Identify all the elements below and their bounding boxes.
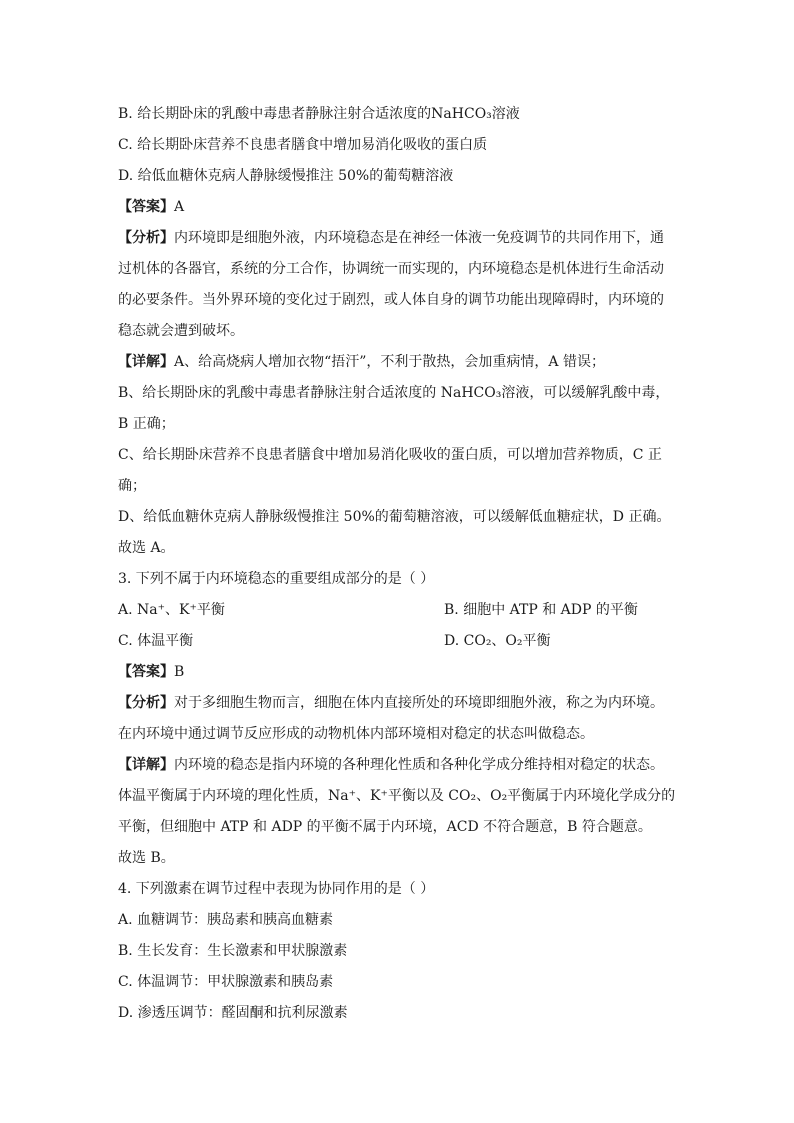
answer-tag: 【答案】 [118, 199, 174, 215]
q2-detail-line-3: B 正确； [118, 416, 175, 432]
q3-options-row-1 [118, 595, 678, 626]
q3-answer [118, 657, 678, 688]
q2-detail-line-2: B、给长期卧床的乳酸中毒患者静脉注射合适浓度的 NaHCO₃溶液，可以缓解乳酸中毒， [118, 385, 670, 401]
q2-detail-line-4: C、给长期卧床营养不良患者膳食中增加易消化吸收的蛋白质，可以增加营养物质，C 正 [118, 447, 662, 463]
q2-detail-line-6: D、给低血糖休克病人静脉级慢推注 50%的葡萄糖溶液，可以缓解低血糖症状，D 正确。 [118, 509, 671, 525]
detail-tag: 【详解】 [118, 757, 174, 773]
detail-tag: 【详解】 [118, 354, 174, 370]
q3-conclusion: 故选 B。 [118, 850, 175, 866]
q3-detail-line-2: 体温平衡属于内环境的理化性质，Na⁺、K⁺平衡以及 CO₂、O₂平衡属于内环境化学成分的 [118, 788, 676, 804]
q2-option-b: B. 给长期卧床的乳酸中毒患者静脉注射合适浓度的NaHCO₃溶液 [118, 106, 520, 122]
q4-option-d: D. 渗透压调节：醛固酮和抗利尿激素 [118, 1005, 348, 1021]
answer-tag: 【答案】 [118, 664, 174, 680]
q2-option-d: D. 给低血糖休克病人静脉缓慢推注 50%的葡萄糖溶液 [118, 168, 454, 184]
q2-analysis-line-2: 过机体的各器官，系统的分工合作，协调统一而实现的，内环境稳态是机体进行生命活动 [118, 261, 664, 277]
q4-option-b: B. 生长发育：生长激素和甲状腺激素 [118, 943, 348, 959]
q3-detail-line-3: 平衡，但细胞中 ATP 和 ADP 的平衡不属于内环境，ACD 不符合题意，B 符合题意。 [118, 819, 652, 835]
q3-options-row-2 [118, 626, 678, 657]
answer-value: A [174, 199, 185, 215]
q2-conclusion: 故选 A。 [118, 540, 175, 556]
detail-text: 内环境的稳态是指内环境的各种理化性质和各种化学成分维持相对稳定的状态。 [174, 757, 664, 773]
q3-option-c: C. 体温平衡 [118, 633, 194, 649]
q3-analysis-line-2: 在内环境中通过调节反应形成的动物机体内部环境相对稳定的状态叫做稳态。 [118, 726, 594, 742]
analysis-text: 对于多细胞生物而言，细胞在体内直接所处的环境即细胞外液，称之为内环境。 [174, 695, 664, 711]
q4-option-c: C. 体温调节：甲状腺激素和胰岛素 [118, 974, 334, 990]
q3-option-a: A. Na⁺、K⁺平衡 [118, 602, 225, 618]
q3-analysis-line-1 [118, 688, 678, 719]
q2-analysis-line-3: 的必要条件。当外界环境的变化过于剧烈，或人体自身的调节功能出现障碍时，内环境的 [118, 292, 664, 308]
q2-analysis-line-1 [118, 223, 678, 254]
analysis-tag: 【分析】 [118, 695, 174, 711]
q2-detail-line-5: 确； [118, 478, 146, 494]
q4-option-a: A. 血糖调节：胰岛素和胰高血糖素 [118, 912, 334, 928]
q4-stem: 4. 下列激素在调节过程中表现为协同作用的是（ ） [118, 881, 435, 897]
q2-analysis-line-4: 稳态就会遭到破坏。 [118, 323, 244, 339]
q3-detail-line-1 [118, 750, 678, 781]
q3-option-d: D. CO₂、O₂平衡 [444, 633, 551, 649]
analysis-text: 内环境即是细胞外液，内环境稳态是在神经一体液一免疫调节的共同作用下，通 [174, 230, 664, 246]
q3-stem: 3. 下列不属于内环境稳态的重要组成部分的是（ ） [118, 571, 435, 587]
q3-option-b: B. 细胞中 ATP 和 ADP 的平衡 [444, 602, 638, 618]
answer-value: B [174, 664, 185, 680]
q2-option-c: C. 给长期卧床营养不良患者膳食中增加易消化吸收的蛋白质 [118, 137, 488, 153]
analysis-tag: 【分析】 [118, 230, 174, 246]
detail-text: A、给高烧病人增加衣物“捂汗”，不利于散热，会加重病情，A 错误； [174, 354, 605, 370]
q2-detail-line-1 [118, 347, 678, 378]
q2-answer [118, 192, 678, 223]
document-page [118, 99, 678, 1029]
